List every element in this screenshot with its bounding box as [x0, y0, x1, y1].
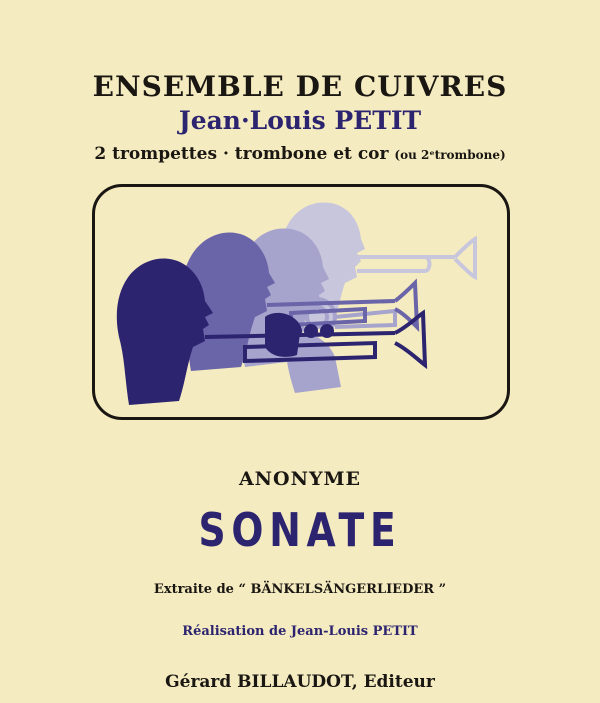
instrumentation [0, 144, 600, 164]
publisher-line: Gérard BILLAUDOT, Editeur [165, 672, 435, 692]
series-title: ENSEMBLE DE CUIVRES [92, 70, 508, 103]
instrumentation-note: (ou 2ᵉtrombone) [394, 148, 506, 162]
arranger-name: Jean·Louis PETIT [178, 106, 422, 135]
brass-players-icon [95, 187, 507, 417]
realisation-line: Réalisation de Jean-Louis PETIT [182, 624, 418, 639]
trombone-back [357, 239, 475, 277]
instrumentation-main: 2 trompettes · trombone et cor [94, 144, 389, 164]
extract-line: Extraite de “ BÄNKELSÄNGERLIEDER ” [153, 582, 447, 597]
player-front [117, 258, 213, 405]
work-title: SONATE [198, 503, 402, 557]
composer-name: ANONYME [238, 468, 362, 490]
